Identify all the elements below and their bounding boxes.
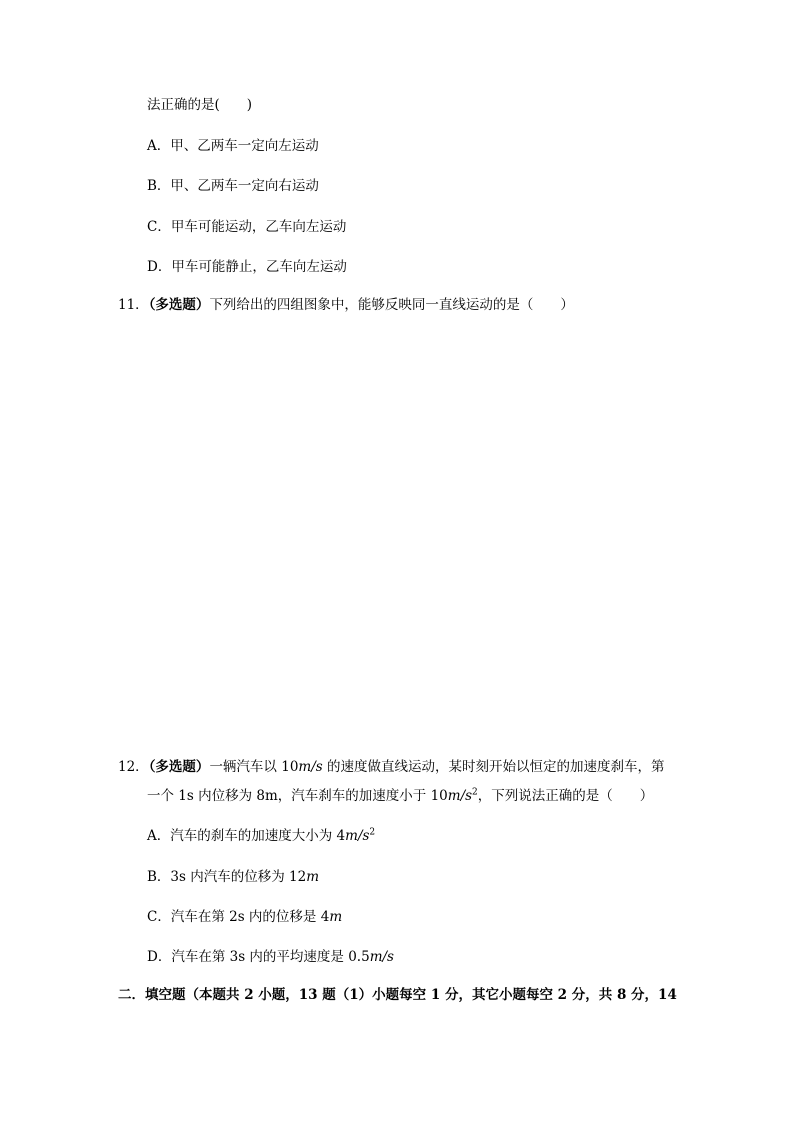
- q11-text: 下列给出的四组图象中，能够反映同一直线运动的是（ ）: [209, 297, 574, 313]
- q12-option-c-text: C．汽车在第 2s 内的位移是 4: [147, 909, 330, 925]
- q12-option-b-text: B．3s 内汽车的位移为 12: [147, 869, 307, 885]
- q12-stem-line1: [118, 758, 665, 776]
- q12-stem-line2: [147, 787, 653, 805]
- q12-option-d: [147, 948, 394, 966]
- q12-line1-a: 一辆汽车以 10: [209, 759, 299, 775]
- q11-number: 11．: [118, 297, 149, 313]
- q10-option-c: C．甲车可能运动，乙车向左运动: [147, 219, 347, 235]
- q12-option-a-sup: 2: [369, 827, 376, 838]
- q12-option-a: [147, 827, 375, 845]
- q12-number: 12．: [118, 759, 149, 775]
- q11-figure-area: [118, 330, 678, 740]
- superscript-2: 2: [472, 787, 478, 798]
- q12-option-d-unit: m/s: [369, 949, 394, 965]
- q12-option-a-text: A．汽车的刹车的加速度大小为 4: [147, 828, 346, 844]
- q10-option-b: B．甲、乙两车一定向右运动: [147, 178, 319, 194]
- q12-line2-a: 一个 1s 内位移为 8m，汽车刹车的加速度小于 10: [147, 788, 448, 804]
- q10-option-d: D．甲车可能静止，乙车向左运动: [147, 259, 347, 275]
- unit-ms2: m/s: [447, 788, 473, 804]
- q12-line1-b: 的速度做直线运动，某时刻开始以恒定的加速度刹车，第: [322, 759, 665, 775]
- q10-stem-tail: 法正确的是( ): [147, 97, 253, 113]
- section2-heading: 二．填空题（本题共 2 小题，13 题（1）小题每空 1 分，其它小题每空 2 分，共 8 分，14: [118, 987, 677, 1003]
- q12-option-c: [147, 908, 342, 926]
- q12-line2-b: ，下列说法正确的是（ ）: [477, 788, 654, 804]
- unit-ms: m/s: [298, 759, 323, 775]
- q12-option-b: [147, 868, 319, 886]
- q12-tag: （多选题）: [148, 759, 210, 775]
- q12-option-c-unit: m: [329, 909, 343, 925]
- q12-option-b-unit: m: [306, 869, 320, 885]
- q12-option-a-unit: m/s: [345, 828, 370, 844]
- q11-stem: [118, 296, 574, 314]
- q12-option-d-text: D．汽车在第 3s 内的平均速度是 0.5: [147, 949, 370, 965]
- q10-option-a: A．甲、乙两车一定向左运动: [147, 138, 319, 154]
- q11-tag: （多选题）: [148, 297, 210, 313]
